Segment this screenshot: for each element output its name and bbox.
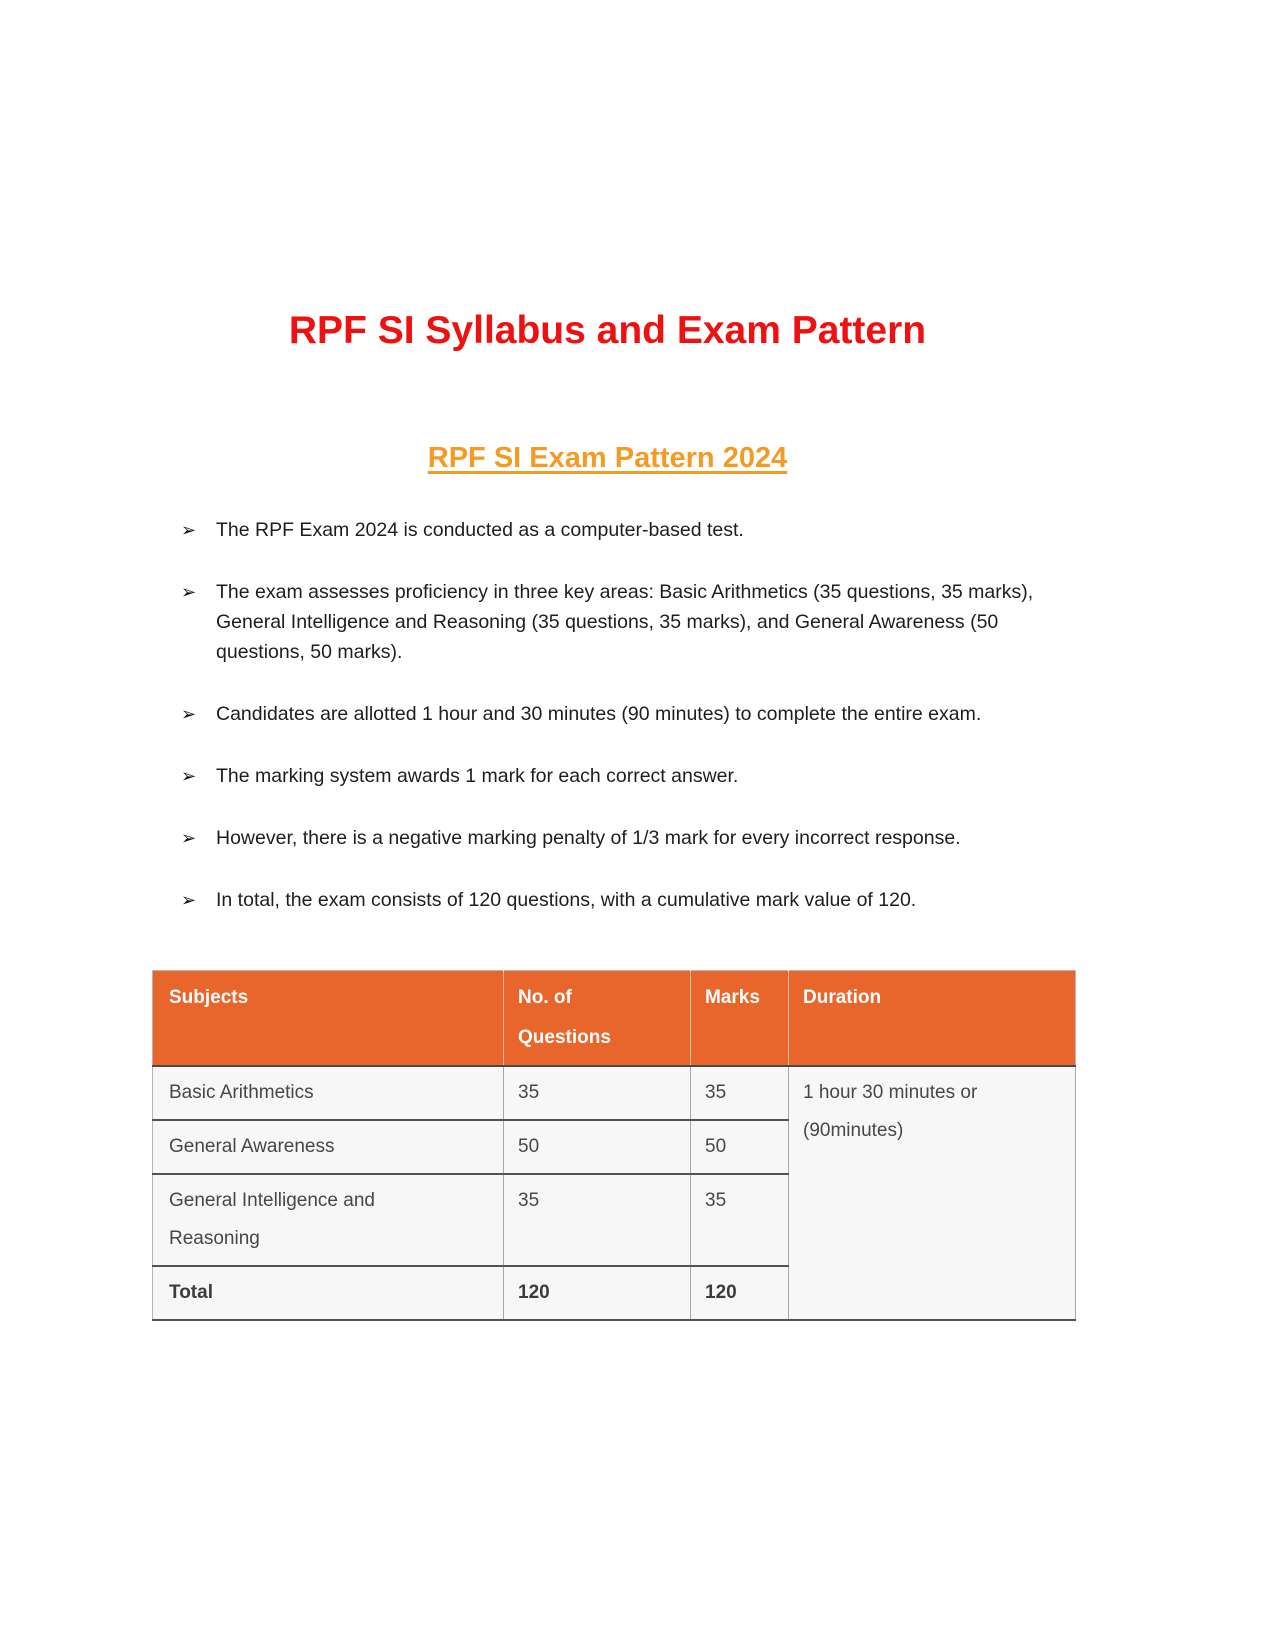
marks-cell: 120 — [691, 1266, 789, 1320]
subject-label: Basic Arithmetics — [169, 1082, 314, 1103]
arrow-bullet-icon: ➢ — [181, 582, 197, 602]
bullet-list — [181, 515, 1275, 915]
bullet-item — [181, 699, 1275, 729]
col-header-marks — [691, 971, 789, 1067]
bullet-text: The marking system awards 1 mark for each correct answer. — [216, 765, 739, 787]
arrow-bullet-icon: ➢ — [181, 828, 197, 848]
questions-cell: 35 — [504, 1174, 691, 1266]
questions-cell: 35 — [504, 1066, 691, 1120]
questions-cell: 50 — [504, 1120, 691, 1174]
col-header-duration — [789, 971, 1076, 1067]
arrow-bullet-icon: ➢ — [181, 704, 197, 724]
col-header-subjects-label: Subjects — [169, 987, 249, 1008]
bullet-item — [181, 823, 1275, 853]
questions-cell: 120 — [504, 1266, 691, 1320]
subject-cell — [153, 1066, 504, 1120]
col-header-duration-label: Duration — [803, 987, 882, 1008]
bullet-text: In total, the exam consists of 120 questions, with a cumulative mark value of 120. — [216, 889, 917, 911]
marks-cell: 35 — [691, 1174, 789, 1266]
subject-label: Total — [169, 1282, 213, 1303]
marks-cell: 35 — [691, 1066, 789, 1120]
bullet-item — [181, 515, 1275, 545]
col-header-questions — [504, 971, 691, 1067]
table-header-row — [153, 971, 1076, 1067]
subject-label: General Awareness — [169, 1136, 335, 1157]
table-body — [153, 1066, 1076, 1320]
bullet-text: However, there is a negative marking penalty of 1/3 mark for every incorrect response. — [216, 827, 961, 849]
bullet-item — [181, 577, 1275, 667]
exam-pattern-table — [152, 970, 1076, 1321]
bullet-text: The RPF Exam 2024 is conducted as a computer-based test. — [216, 519, 744, 541]
arrow-bullet-icon: ➢ — [181, 520, 197, 540]
duration-cell: 1 hour 30 minutes or (90minutes) — [789, 1066, 1076, 1320]
table-row — [153, 1066, 1076, 1120]
bullet-item — [181, 761, 1275, 791]
bullet-text: Candidates are allotted 1 hour and 30 minutes (90 minutes) to complete the entire exam. — [216, 703, 982, 725]
subject-cell — [153, 1120, 504, 1174]
arrow-bullet-icon: ➢ — [181, 766, 197, 786]
arrow-bullet-icon: ➢ — [181, 890, 197, 910]
subject-label: General Intelligence and Reasoning — [169, 1190, 375, 1249]
subject-cell — [153, 1266, 504, 1320]
section-heading: RPF SI Exam Pattern 2024 — [427, 442, 788, 474]
bullet-item — [181, 885, 1275, 915]
bullet-text: The exam assesses proficiency in three key areas: Basic Arithmetics (35 questions, 35 marks), General Intelligence and Reasoning (35 questions, 35 marks), and General Awareness (50 questions, 50 marks). — [216, 581, 1034, 663]
subject-cell — [153, 1174, 504, 1266]
page-title: RPF SI Syllabus and Exam Pattern — [288, 309, 927, 352]
col-header-subjects — [153, 971, 504, 1067]
col-header-marks-label: Marks — [705, 987, 760, 1008]
col-header-questions-label: No. of Questions — [518, 987, 611, 1048]
marks-cell: 50 — [691, 1120, 789, 1174]
